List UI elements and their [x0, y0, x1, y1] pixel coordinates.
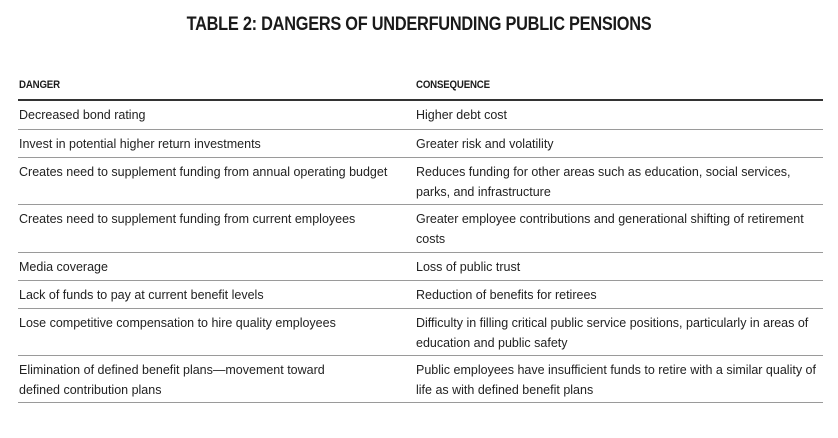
consequence-cell: Reduces funding for other areas such as education, social services, parks, and infrastructure — [416, 165, 791, 199]
consequence-cell: Greater employee contributions and generational shifting of retirement costs — [416, 212, 804, 246]
table-row — [18, 205, 823, 253]
danger-cell: Creates need to supplement funding from annual operating budget — [19, 165, 388, 179]
danger-cell: Elimination of defined benefit plans—movement toward defined contribution plans — [19, 363, 325, 397]
consequence-cell: Higher debt cost — [416, 108, 508, 122]
header-danger: DANGER — [19, 79, 60, 91]
table-row — [18, 253, 823, 281]
danger-cell: Decreased bond rating — [19, 108, 146, 122]
danger-cell: Lack of funds to pay at current benefit levels — [19, 288, 264, 302]
danger-cell: Invest in potential higher return investments — [19, 137, 261, 151]
pension-dangers-table — [18, 74, 823, 403]
table-row — [18, 309, 823, 356]
header-consequence: CONSEQUENCE — [416, 79, 490, 91]
table-row — [18, 281, 823, 309]
consequence-cell: Difficulty in filling critical public service positions, particularly in areas of education and public safety — [416, 316, 809, 350]
danger-cell: Lose competitive compensation to hire quality employees — [19, 316, 336, 330]
consequence-cell: Reduction of benefits for retirees — [416, 288, 597, 302]
table-title: TABLE 2: DANGERS OF UNDERFUNDING PUBLIC PENSIONS — [186, 14, 652, 35]
table-row — [18, 158, 823, 205]
consequence-cell: Public employees have insufficient funds to retire with a similar quality of life as with defined benefit plans — [416, 363, 816, 397]
danger-cell: Creates need to supplement funding from current employees — [19, 212, 356, 226]
table-row — [18, 130, 823, 158]
table-row — [18, 101, 823, 130]
table-header-row — [18, 74, 823, 101]
consequence-cell: Greater risk and volatility — [416, 137, 554, 151]
danger-cell: Media coverage — [19, 260, 108, 274]
table-row — [18, 356, 823, 403]
consequence-cell: Loss of public trust — [416, 260, 521, 274]
